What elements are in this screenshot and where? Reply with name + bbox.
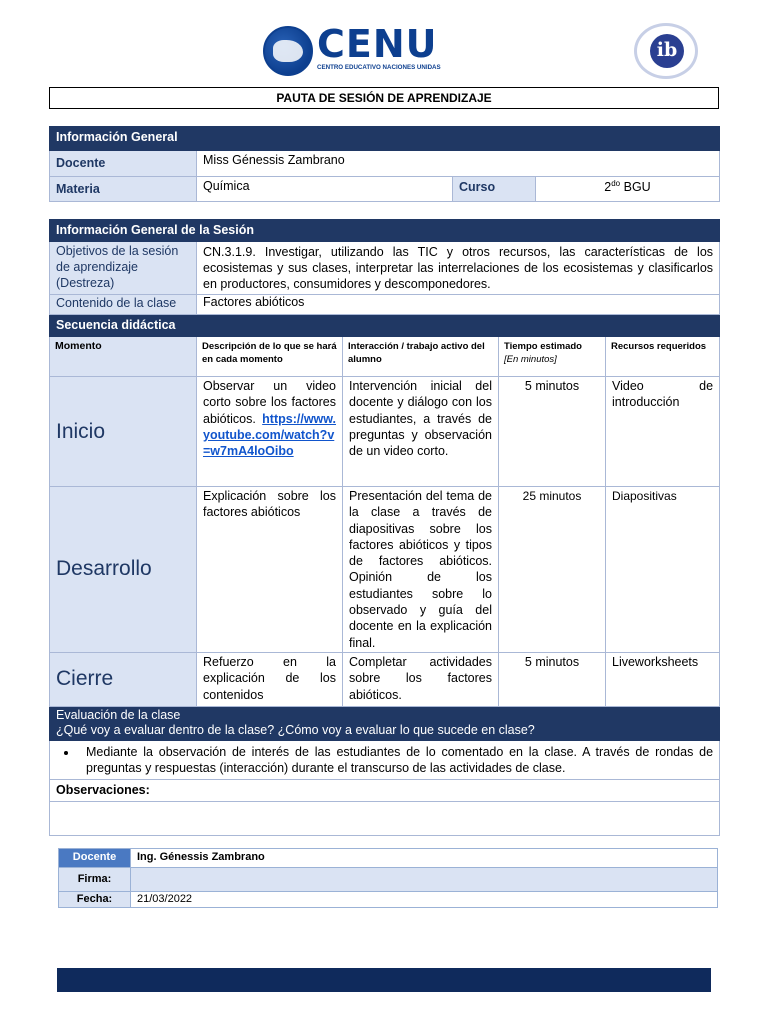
time-cell: 25 minutos [499, 487, 606, 653]
ib-mark: ib [650, 34, 684, 68]
col-descripcion: Descripción de lo que se hará en cada momento [197, 337, 343, 377]
description-cell: Explicación sobre los factores abióticos [197, 487, 343, 653]
evaluation-item: • Mediante la observación de interés de las estudiantes de lo comentado en la clase. A través de rondas de preguntas y respuestas (interacción) durante el transcurso de las actividades de clase. [78, 744, 713, 776]
evaluation-body [50, 740, 720, 779]
document-title: PAUTA DE SESIÓN DE APRENDIZAJE [49, 87, 719, 109]
page-header [0, 20, 768, 82]
sign-firma-field[interactable] [131, 868, 718, 892]
session-table [49, 219, 720, 836]
objetivos-label: Objetivos de la sesión de aprendizaje (Destreza) [50, 242, 197, 295]
logo-subtitle: CENTRO EDUCATIVO NACIONES UNIDAS [317, 64, 441, 71]
curso-superscript: do [611, 179, 621, 188]
footer-bar [57, 968, 711, 992]
col-tiempo [499, 337, 606, 377]
observations-label: Observaciones: [50, 779, 720, 801]
signature-table [58, 848, 718, 908]
table-row [50, 377, 720, 487]
ib-seal-logo [634, 23, 700, 81]
curso-group: BGU [620, 180, 651, 195]
resources-cell: Liveworksheets [606, 652, 720, 706]
interaction-cell: Intervención inicial del docente y diálogo con los estudiantes, a través de preguntas y observación de un video corto. [343, 377, 499, 487]
observations-field[interactable] [50, 801, 720, 835]
interaction-cell: Presentación del tema de la clase a través de diapositivas sobre los factores abióticos y tipos de factores abióticos. Opinión de los estudiantes sobre lo observado y guía del docente en la explicación final. [343, 487, 499, 653]
evaluation-question: ¿Qué voy a evaluar dentro de la clase? ¿Cómo voy a evaluar lo que sucede en clase? [56, 722, 535, 737]
sign-fecha-value: 21/03/2022 [131, 892, 718, 908]
session-heading: Información General de la Sesión [50, 220, 720, 242]
curso-value [536, 177, 720, 202]
interaction-cell: Completar actividades sobre los factores abióticos. [343, 652, 499, 706]
logo-word: CENU [317, 22, 438, 66]
general-info-table [49, 126, 720, 202]
phase-inicio: Inicio [50, 377, 197, 487]
sign-firma-label: Firma: [59, 868, 131, 892]
resources-cell: Video de introducción [606, 377, 720, 487]
table-row [50, 652, 720, 706]
materia-label: Materia [50, 177, 197, 202]
materia-value: Química [197, 177, 453, 202]
description-cell: Refuerzo en la explicación de los contenidos [197, 652, 343, 706]
evaluation-title: Evaluación de la clase [56, 707, 181, 722]
col-tiempo-title: Tiempo estimado [504, 341, 582, 352]
sign-docente-value: Ing. Génessis Zambrano [131, 849, 718, 868]
table-row [50, 487, 720, 653]
contenido-label: Contenido de la clase [50, 295, 197, 315]
objetivos-value: CN.3.1.9. Investigar, utilizando las TIC y otros recursos, las características de los ecosistemas y sus clases, interpretar las interrelaciones de los ecosistemas y clasificarlos en productores, consumidores y descomponedores. [197, 242, 720, 295]
curso-number: 2 [604, 180, 612, 195]
col-interaccion: Interacción / trabajo activo del alumno [343, 337, 499, 377]
secuencia-heading: Secuencia didáctica [50, 315, 720, 337]
col-recursos: Recursos requeridos [606, 337, 720, 377]
docente-label: Docente [50, 151, 197, 177]
sign-docente-label: Docente [59, 849, 131, 868]
description-text: Observar un video corto sobre los factores abióticos. [203, 379, 336, 426]
col-tiempo-unit: [En minutos] [504, 354, 557, 365]
cenu-logo [263, 22, 473, 78]
time-cell: 5 minutos [499, 652, 606, 706]
general-info-heading: Información General [50, 127, 720, 151]
description-cell [197, 377, 343, 487]
evaluation-heading [50, 706, 720, 740]
time-cell: 5 minutos [499, 377, 606, 487]
resources-cell: Diapositivas [606, 487, 720, 653]
docente-value: Miss Génessis Zambrano [197, 151, 720, 177]
col-momento: Momento [50, 337, 197, 377]
contenido-value: Factores abióticos [197, 295, 720, 315]
phase-cierre: Cierre [50, 652, 197, 706]
sign-fecha-label: Fecha: [59, 892, 131, 908]
phase-desarrollo: Desarrollo [50, 487, 197, 653]
globe-icon [263, 26, 313, 76]
curso-label: Curso [453, 177, 536, 202]
video-link[interactable]: https://www.youtube.com/watch?v=w7mA4loOibo [203, 411, 336, 459]
